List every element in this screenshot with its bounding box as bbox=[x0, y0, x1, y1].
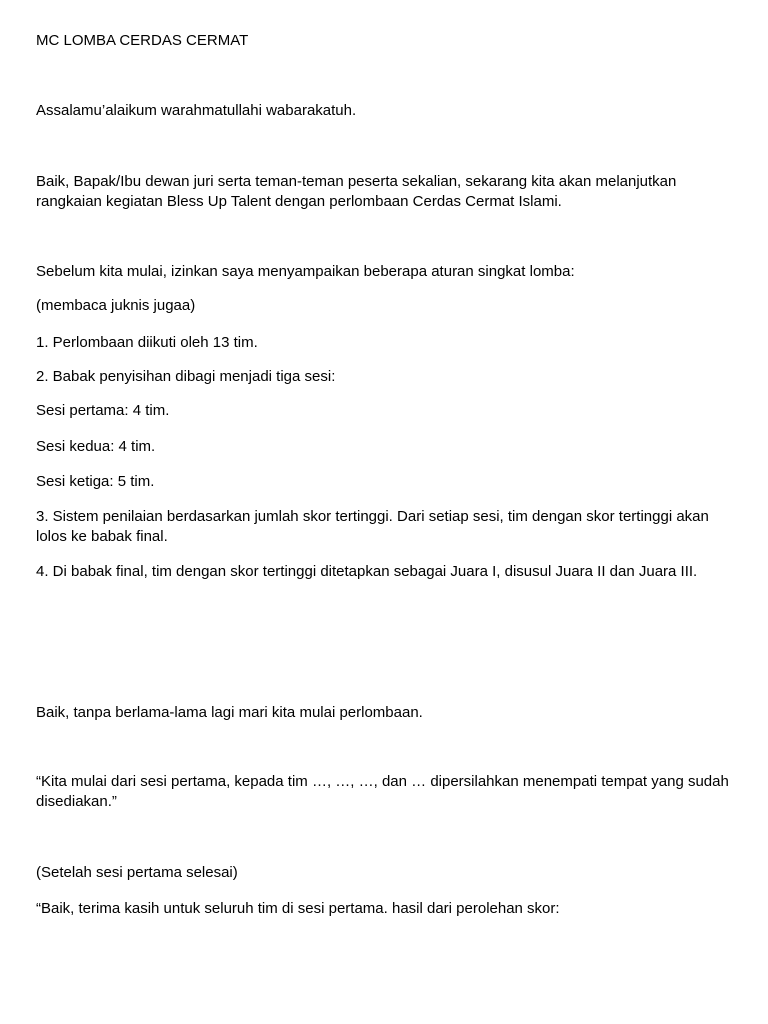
rule-4: 4. Di babak final, tim dengan skor tertinggi ditetapkan sebagai Juara I, disusul Juara II dan Juara III. bbox=[36, 563, 698, 580]
session-1-line: Sesi pertama: 4 tim. bbox=[36, 402, 170, 419]
rule-2: 2. Babak penyisihan dibagi menjadi tiga sesi: bbox=[36, 368, 336, 385]
session-1-call-paragraph: “Kita mulai dari sesi pertama, kepada tim …, …, …, dan … dipersilahkan menempati tempat yang sudah disediakan.” bbox=[36, 773, 729, 810]
greeting-paragraph: Assalamu’alaikum warahmatullahi wabarakatuh. bbox=[36, 102, 357, 119]
intro-paragraph: Baik, Bapak/Ibu dewan juri serta teman-teman peserta sekalian, sekarang kita akan melanjutkan rangkaian kegiatan Bless Up Talent dengan perlombaan Cerdas Cermat Islami. bbox=[36, 173, 677, 210]
session-3-line: Sesi ketiga: 5 tim. bbox=[36, 473, 155, 490]
session-2-line: Sesi kedua: 4 tim. bbox=[36, 438, 156, 455]
rules-intro-paragraph: Sebelum kita mulai, izinkan saya menyampaikan beberapa aturan singkat lomba: bbox=[36, 263, 575, 280]
after-session-1-note: (Setelah sesi pertama selesai) bbox=[36, 864, 238, 881]
start-paragraph: Baik, tanpa berlama-lama lagi mari kita mulai perlombaan. bbox=[36, 704, 423, 721]
thanks-paragraph: “Baik, terima kasih untuk seluruh tim di sesi pertama. hasil dari perolehan skor: bbox=[36, 900, 560, 917]
rule-3: 3. Sistem penilaian berdasarkan jumlah skor tertinggi. Dari setiap sesi, tim dengan skor tertinggi akan lolos ke babak final. bbox=[36, 508, 709, 545]
rules-note-paragraph: (membaca juknis jugaa) bbox=[36, 297, 196, 314]
rule-1: 1. Perlombaan diikuti oleh 13 tim. bbox=[36, 334, 258, 351]
document-title: MC LOMBA CERDAS CERMAT bbox=[36, 32, 249, 49]
